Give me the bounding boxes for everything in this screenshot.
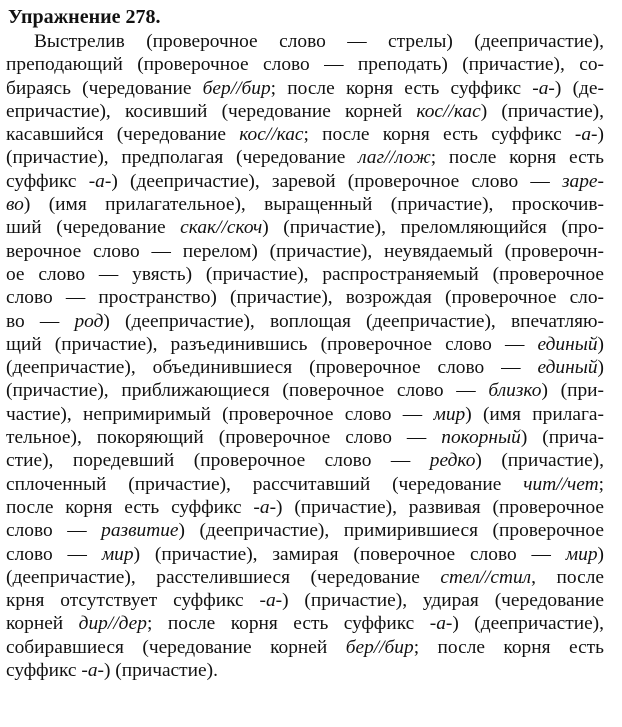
text-line: [6, 53, 604, 76]
text-segment: слово —: [6, 520, 102, 542]
text-line: [6, 100, 604, 123]
italic-term: кос//кас: [239, 124, 304, 146]
text-segment: сплоченный (причастие), рассчитавший (чередование: [6, 473, 524, 495]
text-segment: верочное слово — перелом) (причастие), неувядаемый (проверочн-: [6, 240, 604, 262]
text-segment: ; после корня есть: [430, 147, 604, 169]
italic-term: -а-: [253, 496, 277, 518]
italic-term: -а-: [574, 124, 598, 146]
text-segment: корней: [6, 613, 79, 635]
text-segment: ;: [598, 473, 604, 495]
text-segment: ) (причастие), развивая (проверочное: [276, 496, 604, 518]
text-line: [6, 123, 604, 146]
text-segment: Выстрелив (проверочное слово — стрелы) (деепричастие),: [34, 31, 604, 52]
italic-term: -а-: [429, 613, 453, 635]
text-segment: бираясь (чередование: [6, 77, 203, 99]
italic-term: бер//бир: [202, 77, 271, 99]
text-segment: во —: [6, 310, 75, 332]
text-segment: слово —: [6, 543, 102, 565]
text-segment: ) (причастие), удирая (чередование: [282, 590, 604, 612]
text-segment: ; после корня есть: [413, 636, 604, 658]
text-line: [6, 426, 604, 449]
text-segment: слово — пространство) (причастие), возрождая (проверочное сло-: [6, 287, 604, 309]
italic-term: лаг//лож: [358, 147, 431, 169]
italic-term: единый: [537, 357, 598, 379]
text-line: [6, 403, 604, 426]
italic-term: близко: [488, 380, 542, 402]
text-segment: ) (причастие), преломляющийся (про-: [262, 217, 605, 239]
text-segment: ) (деепричастие), заревой (проверочное слово —: [111, 170, 562, 192]
text-segment: ): [597, 124, 604, 146]
italic-term: покорный: [441, 427, 521, 449]
text-segment: ): [597, 333, 604, 355]
text-line: [6, 659, 604, 682]
text-segment: ) (причастие),: [475, 450, 604, 472]
text-segment: ) (деепричастие),: [452, 613, 604, 635]
text-line: [6, 449, 604, 472]
italic-term: заре-: [561, 170, 604, 192]
italic-term: -а-: [259, 590, 283, 612]
italic-term: -а-: [532, 77, 555, 99]
text-segment: ) (деепричастие), примирившиеся (проверочное: [178, 520, 604, 542]
text-segment: крня отсутствует суффикс: [6, 590, 260, 612]
text-line: [6, 240, 604, 263]
text-line: [6, 612, 604, 635]
text-segment: ) (при-: [541, 380, 604, 402]
text-segment: ; после корня есть суффикс: [146, 613, 430, 635]
text-segment: ) (имя прилагательное), выращенный (причастие), проскочив-: [23, 194, 604, 216]
text-segment: ) (де-: [554, 77, 604, 99]
italic-term: дир//дер: [78, 613, 147, 635]
text-segment: суффикс: [6, 170, 89, 192]
text-segment: (деепричастие), объединившиеся (проверочное слово —: [6, 357, 538, 379]
text-segment: стие), поредевший (проверочное слово —: [6, 450, 430, 472]
italic-term: мир: [101, 543, 134, 565]
italic-term: скак//скоч: [180, 217, 263, 239]
italic-term: -а-: [88, 170, 112, 192]
text-line: [6, 589, 604, 612]
text-segment: собиравшиеся (чередование корней: [6, 636, 346, 658]
text-line: [6, 636, 604, 659]
text-segment: ): [597, 543, 604, 565]
text-segment: ) (причастие),: [480, 100, 604, 122]
italic-term: -а-: [81, 660, 104, 682]
text-segment: ) (причастие), замирая (поверочное слово —: [133, 543, 566, 565]
text-line: [6, 170, 604, 193]
text-segment: ) (прича-: [520, 427, 604, 449]
text-line: [6, 379, 604, 402]
text-line: [6, 543, 604, 566]
text-segment: после корня есть суффикс: [6, 496, 254, 518]
text-line: [6, 193, 604, 216]
italic-term: чит//чет: [523, 473, 599, 495]
italic-term: редко: [429, 450, 476, 472]
text-segment: ое слово — увясть) (причастие), распространяемый (проверочное: [6, 263, 604, 285]
text-line: [6, 566, 604, 589]
italic-term: стел//стил: [440, 566, 532, 588]
text-segment: преподающий (проверочное слово — преподать) (причастие), со-: [6, 54, 604, 76]
text-line: [6, 216, 604, 239]
text-line: [6, 356, 604, 379]
text-segment: ) (имя прилага-: [465, 403, 604, 425]
text-segment: ; после корня есть суффикс: [303, 124, 575, 146]
text-segment: ) (деепричастие), воплощая (деепричастие), впечатляю-: [103, 310, 604, 332]
text-line: [6, 496, 604, 519]
italic-term: во: [6, 194, 24, 216]
text-segment: щий (причастие), разъединившись (проверочное слово —: [6, 333, 538, 355]
italic-term: бер//бир: [345, 636, 414, 658]
text-segment: тельное), покоряющий (проверочное слово —: [6, 427, 442, 449]
text-line: [6, 77, 604, 100]
italic-term: развитие: [101, 520, 179, 542]
text-line: [6, 473, 604, 496]
text-line: [6, 263, 604, 286]
italic-term: мир: [433, 403, 466, 425]
text-line: [6, 146, 604, 169]
text-segment: ; после корня есть суффикс: [270, 77, 533, 99]
italic-term: единый: [537, 333, 598, 355]
text-line: [6, 519, 604, 542]
italic-term: мир: [565, 543, 598, 565]
text-segment: (деепричастие), расстелившиеся (чередование: [6, 566, 441, 588]
text-line: [6, 333, 604, 356]
text-segment: , после: [531, 566, 604, 588]
exercise-body: [6, 30, 612, 682]
text-segment: суффикс: [6, 660, 82, 682]
text-segment: касавшийся (чередование: [6, 124, 240, 146]
text-segment: частие), непримиримый (проверочное слово —: [6, 403, 434, 425]
text-segment: (причастие), приближающиеся (поверочное слово —: [6, 380, 489, 402]
text-line: [6, 310, 604, 333]
text-segment: ): [597, 357, 604, 379]
text-line: [6, 286, 604, 309]
text-segment: ший (чередование: [6, 217, 181, 239]
text-line: [6, 30, 604, 53]
italic-term: род: [74, 310, 104, 332]
text-segment: (причастие), предполагая (чередование: [6, 147, 359, 169]
text-segment: епричастие), косивший (чередование корней: [6, 100, 417, 122]
text-segment: ) (причастие).: [103, 660, 218, 682]
exercise-title: Упражнение 278.: [8, 6, 161, 28]
italic-term: кос//кас: [416, 100, 481, 122]
